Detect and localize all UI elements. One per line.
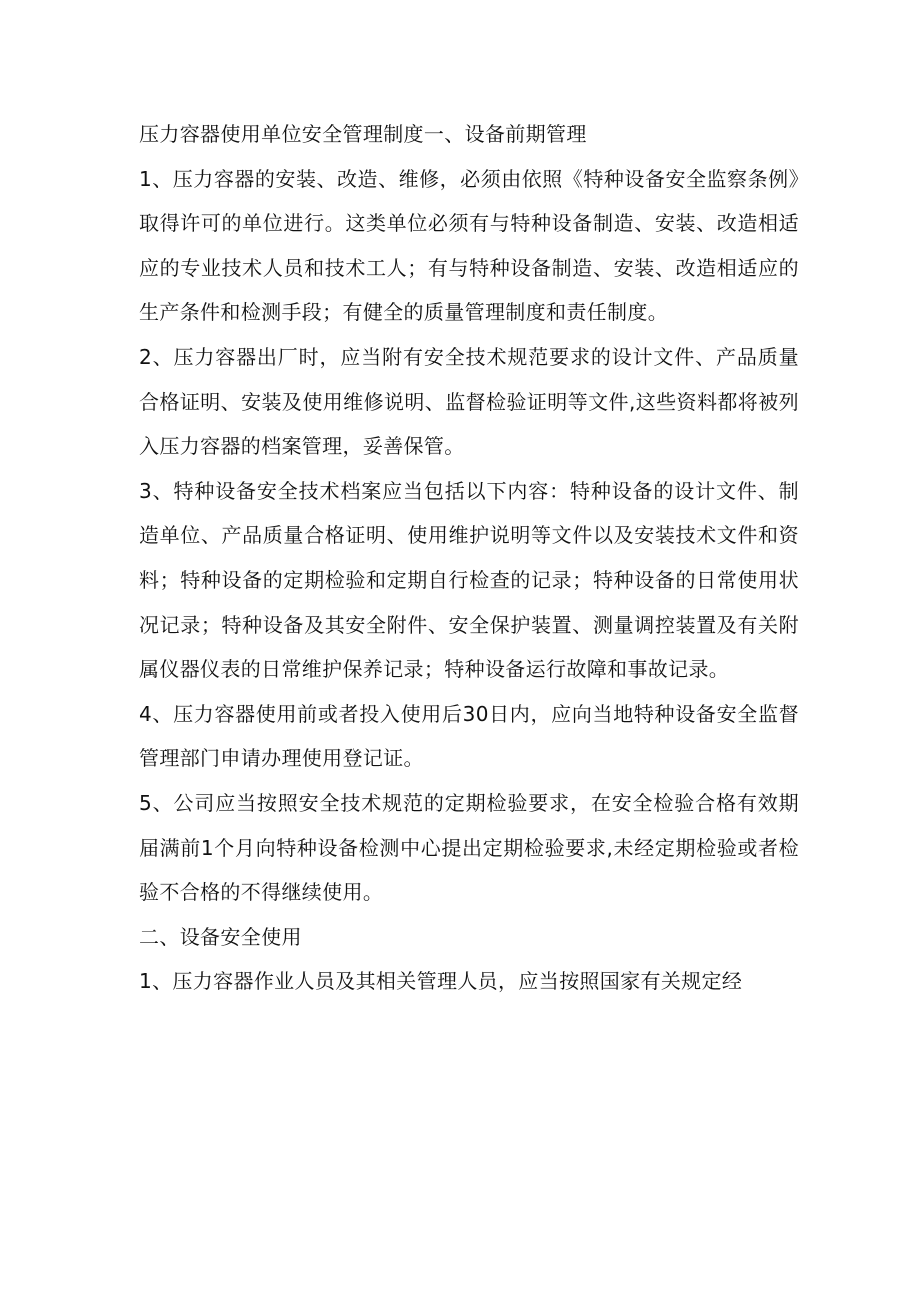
paragraph-1-1: 1、压力容器的安装、改造、维修，必须由依照《特种设备安全监察条例》取得许可的单位进行。这类单位必须有与特种设备制造、安装、改造相适应的专业技术人员和技术工人；有与特种设备制造、安装、改造相适应的生产条件和检测手段；有健全的质量管理制度和责任制度。	[139, 166, 799, 325]
paragraph-1-2: 2、压力容器出厂时，应当附有安全技术规范要求的设计文件、产品质量合格证明、安装及使用维修说明、监督检验证明等文件,这些资料都将被列入压力容器的档案管理，妥善保管。	[139, 344, 799, 459]
section-heading-2: 二、设备安全使用	[139, 924, 302, 949]
paragraph-1-3: 3、特种设备安全技术档案应当包括以下内容：特种设备的设计文件、制造单位、产品质量合格证明、使用维护说明等文件以及安装技术文件和资料；特种设备的定期检验和定期自行检查的记录；特种设备的日常使用状况记录；特种设备及其安全附件、安全保护装置、测量调控装置及有关附属仪器仪表的日常维护保养记录；特种设备运行故障和事故记录。	[139, 478, 799, 682]
document-body	[139, 112, 799, 1004]
paragraph-1-5: 5、公司应当按照安全技术规范的定期检验要求，在安全检验合格有效期届满前1个月向特种设备检测中心提出定期检验要求,未经定期检验或者检验不合格的不得继续使用。	[139, 790, 799, 905]
paragraph-2-1: 1、压力容器作业人员及其相关管理人员，应当按照国家有关规定经	[139, 969, 743, 994]
document-heading: 压力容器使用单位安全管理制度一、设备前期管理	[139, 122, 587, 146]
paragraph-1-4: 4、压力容器使用前或者投入使用后30日内，应向当地特种设备安全监督管理部门申请办理使用登记证。	[139, 701, 799, 771]
